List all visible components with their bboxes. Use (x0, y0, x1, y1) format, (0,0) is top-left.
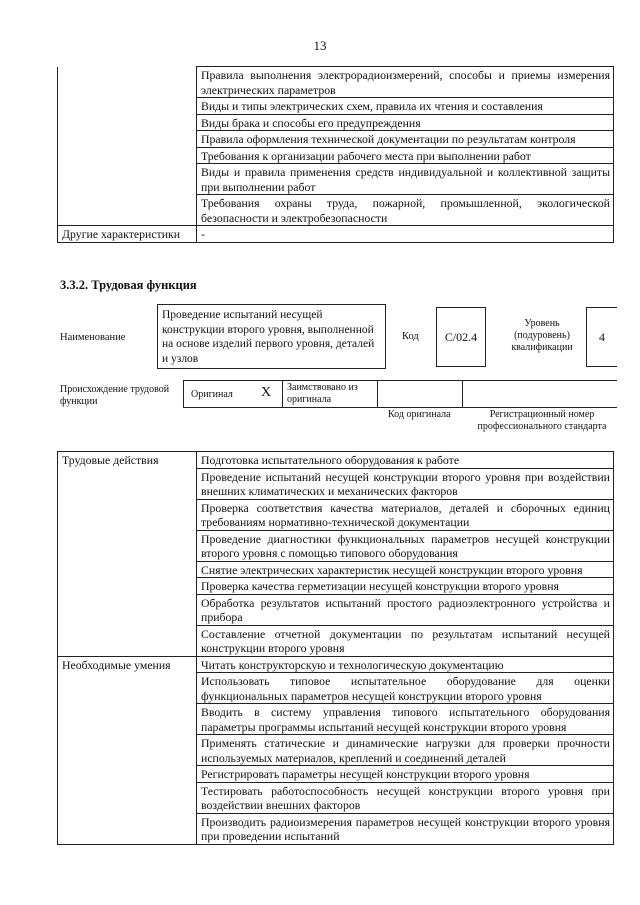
list-item: Проведение испытаний несущей конструкции второго уровня при воздействии внешних климатических и механических факторов (197, 468, 614, 499)
name-value: Проведение испытаний несущей конструкции второго уровня, выполненной на основе изделий первого уровня, деталей и узлов (162, 309, 375, 365)
list-item: Проверка качества герметизации несущей конструкции второго уровня (197, 578, 614, 595)
code-value-box (436, 307, 486, 367)
list-item: Применять статические и динамические нагрузки для проверки прочности используемых материалов, креплений и соединений деталей (197, 735, 614, 766)
table-row (58, 195, 614, 226)
list-item: Использовать типовое испытательное оборудование для оценки функциональных параметров несущей конструкции второго уровня (197, 673, 614, 704)
row-text: - (197, 226, 614, 243)
list-item: Регистрировать параметры несущей конструкции второго уровня (197, 766, 614, 783)
row-label (58, 67, 197, 98)
list-item: Снятие электрических характеристик несущей конструкции второго уровня (197, 561, 614, 578)
list-item: Вводить в систему управления типового испытательного оборудования параметры программы испытаний несущей конструкции второго уровня (197, 704, 614, 735)
table-row (58, 98, 614, 115)
row-label (58, 164, 197, 195)
original-label: Оригинал (191, 389, 233, 400)
row-text: Виды и правила применения средств индивидуальной и коллективной защиты при выполнении работ (197, 164, 614, 195)
list-item: Проверка соответствия качества материалов, деталей и сборочных единиц требованиям нормативно-технической документации (197, 499, 614, 530)
origin-divider-3 (462, 380, 463, 407)
page-number: 13 (313, 38, 327, 53)
table-row (58, 147, 614, 164)
row-text: Правила оформления технической документации по результатам контроля (197, 131, 614, 148)
group-label: Необходимые умения (58, 656, 197, 844)
level-value-box (586, 307, 617, 367)
name-value-box (157, 304, 386, 369)
level-value: 4 (599, 329, 605, 344)
reg-number-label: Регистрационный номер профессионального стандарта (477, 409, 607, 432)
row-label (58, 131, 197, 148)
list-item: Обработка результатов испытаний простого радиоэлектронного устройства и прибора (197, 594, 614, 625)
origin-divider-2 (377, 380, 378, 407)
row-label (58, 98, 197, 115)
origin-divider-1 (282, 380, 283, 407)
table-row (58, 114, 614, 131)
knowledge-table (57, 66, 614, 243)
list-item: Составление отчетной документации по результатам испытаний несущей конструкции второго уровня (197, 625, 614, 656)
name-label: Наименование (60, 332, 126, 343)
code-original-label: Код оригинала (388, 409, 451, 420)
row-label (58, 114, 197, 131)
row-text: Виды брака и способы его предупреждения (197, 114, 614, 131)
section-title: 3.3.2. Трудовая функция (60, 278, 197, 292)
list-item: Читать конструкторскую и технологическую документацию (197, 656, 614, 673)
table-row (58, 131, 614, 148)
table-row (58, 452, 614, 469)
list-item: Проведение диагностики функциональных параметров несущей конструкции второго уровня с помощью типового оборудования (197, 530, 614, 561)
table-row (58, 656, 614, 673)
row-text: Правила выполнения электрорадиоизмерений, способы и приемы измерения электрических параметров (197, 67, 614, 98)
row-text: Виды и типы электрических схем, правила их чтения и составления (197, 98, 614, 115)
original-mark: X (261, 385, 272, 400)
group-label: Трудовые действия (58, 452, 197, 657)
table-row (58, 164, 614, 195)
row-label: Другие характеристики (58, 226, 197, 243)
borrowed-label: Заимствовано из оригинала (287, 382, 358, 405)
row-text: Требования охраны труда, пожарной, промышленной, экологической безопасности и электробезопасности (197, 195, 614, 226)
table-row (58, 226, 614, 243)
list-item: Тестировать работоспособность несущей конструкции второго уровня при воздействии внешних факторов (197, 782, 614, 813)
level-label: Уровень (подуровень) квалификации (511, 318, 573, 353)
code-label: Код (402, 331, 419, 342)
table-row (58, 67, 614, 98)
origin-row (183, 380, 617, 408)
row-text: Требования к организации рабочего места при выполнении работ (197, 147, 614, 164)
row-label (58, 195, 197, 226)
origin-label: Происхождение трудовой функции (60, 384, 170, 407)
code-value: C/02.4 (444, 329, 478, 344)
row-label (58, 147, 197, 164)
list-item: Подготовка испытательного оборудования к работе (197, 452, 614, 469)
labor-function-table (57, 451, 614, 845)
list-item: Производить радиоизмерения параметров несущей конструкции второго уровня при проведении испытаний (197, 813, 614, 844)
